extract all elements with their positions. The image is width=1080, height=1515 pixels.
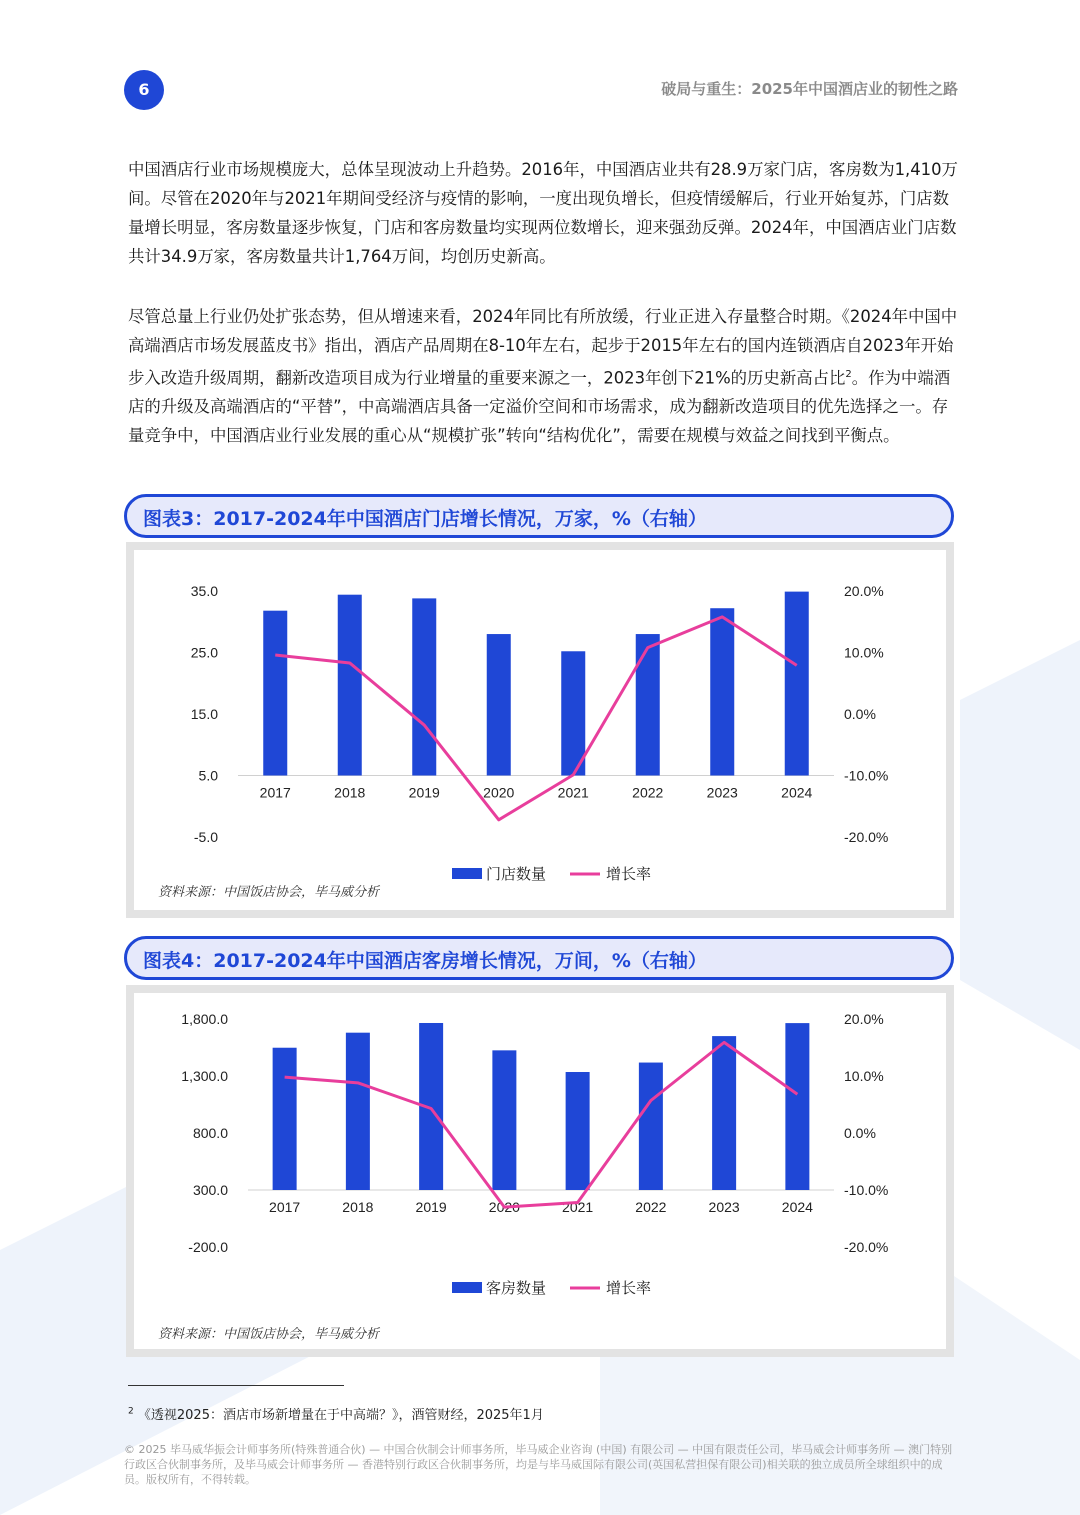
chart4-legend-bar-label: 客房数量 — [486, 1279, 547, 1297]
chart4-heading — [124, 936, 954, 980]
chart4-left-tick-label: 1,300.0 — [181, 1068, 228, 1084]
document-title: 破局与重生：2025年中国酒店业的韧性之路 — [661, 80, 958, 98]
footnote-number: 2 — [128, 1406, 134, 1417]
chart3-legend-line-label: 增长率 — [606, 865, 652, 883]
chart4-legend-line-label: 增长率 — [606, 1279, 652, 1297]
chart4-right-tick-label: 10.0% — [844, 1068, 884, 1084]
footnote-text: 《透视2025：酒店市场新增量在于中高端？》，酒管财经，2025年1月 — [137, 1408, 544, 1423]
chart3-right-tick-label: 0.0% — [844, 706, 876, 722]
chart3-category-label: 2024 — [781, 784, 813, 801]
chart4-left-tick-label: -200.0 — [188, 1239, 228, 1255]
chart4-right-tick-label: -20.0% — [844, 1239, 889, 1255]
chart3-bar — [338, 595, 362, 776]
chart3-category-label: 2020 — [483, 784, 515, 801]
chart4-category-label: 2017 — [269, 1199, 301, 1215]
chart3-bar — [636, 634, 660, 775]
chart4-category-label: 2020 — [488, 1199, 520, 1215]
footnote-divider — [128, 1385, 344, 1386]
chart4-left-tick-label: 1,800.0 — [181, 1011, 228, 1027]
chart3-legend-bar-swatch — [452, 868, 482, 879]
chart3-left-tick-label: 35.0 — [190, 583, 218, 599]
footnote-ref[interactable]: 2 — [845, 369, 852, 380]
chart4-bar — [492, 1050, 516, 1190]
page-number: 6 — [124, 70, 164, 110]
chart3-bar — [710, 608, 734, 775]
chart3-category-label: 2017 — [259, 784, 291, 801]
chart3-plot — [134, 550, 946, 910]
chart4-bar — [785, 1023, 809, 1190]
chart3-category-label: 2018 — [334, 784, 366, 801]
chart4-source: 资料来源：中国饭店协会，毕马威分析 — [158, 1327, 380, 1342]
chart3-right-tick-label: -10.0% — [844, 767, 889, 784]
chart4-category-label: 2018 — [342, 1199, 374, 1215]
chart3-bar — [487, 634, 511, 775]
chart4-right-tick-label: 0.0% — [844, 1125, 876, 1141]
paragraph-2-part-2: 。作为中端酒店的升级及高端酒店的“平替”，中高端酒店具备一定溢价空间和市场需求，成为翻新改造项目的优先选择之一。存量竞争中，中国酒店业行业发展的重心从“规模扩张”转向“结构优化”，需要在规模与效益之间找到平衡点。 — [128, 368, 951, 446]
chart4-right-tick-label: 20.0% — [844, 1011, 884, 1027]
chart4-legend-bar-swatch — [452, 1282, 482, 1293]
chart3-left-tick-label: -5.0 — [193, 829, 218, 845]
chart4-title: 图表4：2017-2024年中国酒店客房增长情况，万间，%（右轴） — [143, 950, 707, 972]
chart3-panel — [134, 550, 946, 910]
chart4-bar — [566, 1072, 590, 1190]
chart4-left-tick-label: 300.0 — [192, 1182, 228, 1198]
chart4-category-label: 2022 — [635, 1199, 667, 1215]
paragraph-2-part-1: 尽管总量上行业仍处扩张态势，但从增速来看，2024年同比有所放缓，行业正进入存量整合时期。《2024年中国中高端酒店市场发展蓝皮书》指出，酒店产品周期在8-10年左右，起步于2015年左右的国内连锁酒店自2023年开始步入改造升级周期，翻新改造项目成为行业增量的重要来源之一，2023年创下21%的历史新高占比 — [128, 307, 958, 388]
chart3-left-tick-label: 25.0 — [190, 644, 218, 661]
chart4-category-label: 2024 — [781, 1199, 813, 1215]
chart4-category-label: 2023 — [708, 1199, 740, 1215]
chart3-category-label: 2021 — [557, 784, 589, 801]
chart3-source: 资料来源：中国饭店协会，毕马威分析 — [158, 885, 380, 900]
chart3-category-label: 2022 — [632, 784, 664, 801]
chart3-heading — [124, 494, 954, 538]
chart4-left-tick-label: 800.0 — [192, 1125, 228, 1141]
chart3-legend-bar-label: 门店数量 — [486, 865, 547, 883]
chart3-right-tick-label: 10.0% — [844, 644, 884, 661]
chart3-bar — [412, 598, 436, 775]
chart4-category-label: 2019 — [415, 1199, 447, 1215]
chart4-right-tick-label: -10.0% — [844, 1182, 889, 1198]
chart4-bar — [273, 1048, 297, 1190]
chart3-left-tick-label: 15.0 — [190, 706, 218, 722]
chart3-bar — [785, 592, 809, 776]
chart4-bar — [712, 1036, 736, 1190]
copyright-notice: © 2025 毕马威华振会计师事务所(特殊普通合伙) — 中国合伙制会计师事务所，毕马威企业咨询 (中国) 有限公司 — 中国有限责任公司，毕马威会计师事务所 — 澳门特别行政区合伙制事务所，及毕马威会计师事务所 — 香港特别行政区合伙制事务所，均是与毕马威国际有限公司(英国私营担保有限公司)相关联的独立成员所全球组织中的成员。版权所有，不得转载。 — [124, 1443, 953, 1486]
chart3-category-label: 2019 — [408, 784, 440, 801]
chart4-bar — [639, 1063, 663, 1190]
chart4-frame — [126, 985, 954, 1357]
paragraph-1: 中国酒店行业市场规模庞大，总体呈现波动上升趋势。2016年，中国酒店业共有28.9万家门店，客房数为1,410万间。尽管在2020年与2021年期间受经济与疫情的影响，一度出现负增长，但疫情缓解后，行业开始复苏，门店数量增长明显，客房数量逐步恢复，门店和客房数量均实现两位数增长，迎来强劲反弹。2024年，中国酒店业门店数共计34.9万家，客房数量共计1,764万间，均创历史新高。 — [128, 160, 958, 266]
chart4-category-label: 2021 — [562, 1199, 594, 1215]
chart3-title: 图表3：2017-2024年中国酒店门店增长情况，万家，%（右轴） — [143, 508, 707, 530]
chart3-left-tick-label: 5.0 — [198, 767, 218, 784]
chart4-plot — [134, 993, 946, 1349]
footnote — [128, 1404, 544, 1423]
chart3-right-tick-label: 20.0% — [844, 583, 884, 599]
chart3-category-label: 2023 — [706, 784, 738, 801]
chart3-frame — [126, 542, 954, 918]
chart4-bar — [346, 1033, 370, 1190]
paragraph-2 — [128, 302, 960, 450]
chart3-bar — [561, 651, 585, 775]
chart3-right-tick-label: -20.0% — [844, 829, 889, 845]
chart4-panel — [134, 993, 946, 1349]
chart3-bar — [263, 611, 287, 776]
